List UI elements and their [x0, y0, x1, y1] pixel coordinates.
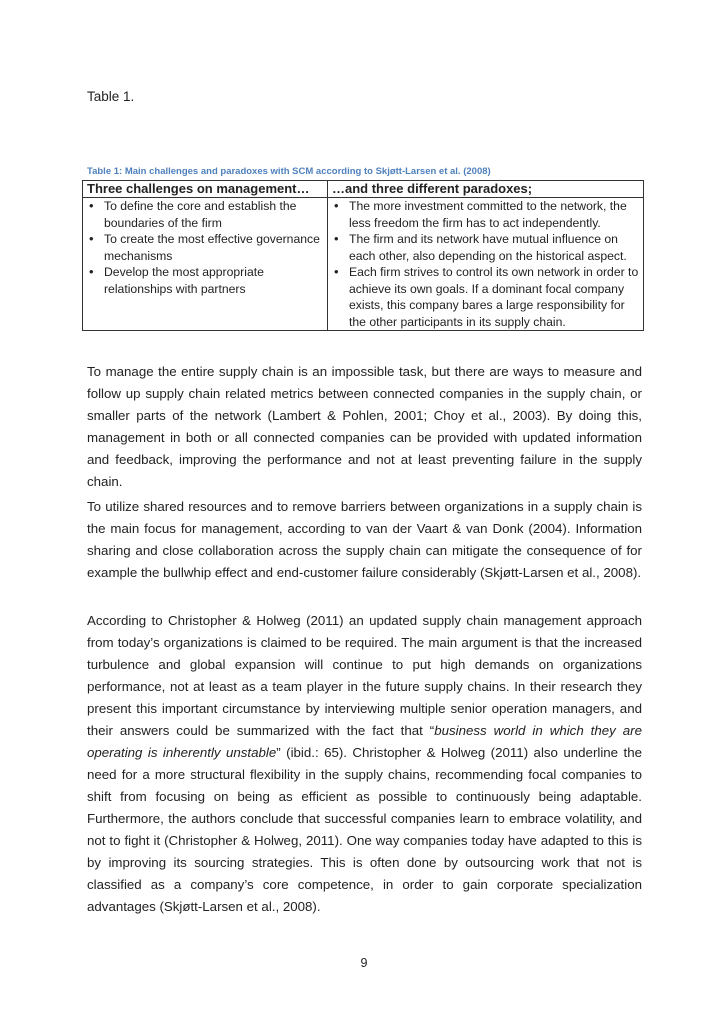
paragraph-3-quote: business world in which they are operating is inherently unstable — [87, 723, 642, 760]
page-number: 9 — [360, 956, 368, 970]
header-paradoxes: …and three different paradoxes; — [328, 181, 644, 198]
list-item: • Develop the most appropriate relationships with partners — [87, 264, 323, 297]
challenges-list — [87, 198, 323, 297]
list-item: • To define the core and establish the boundaries of the firm — [87, 198, 323, 231]
table-caption: Table 1: Main challenges and paradoxes with SCM according to Skjøtt-Larsen et al. (2008) — [87, 166, 491, 177]
challenges-cell — [83, 198, 328, 331]
paradoxes-list — [332, 198, 639, 330]
paradoxes-cell — [328, 198, 644, 331]
header-challenges: Three challenges on management… — [83, 181, 328, 198]
list-item: • The firm and its network have mutual influence on each other, also depending on the historical aspect. — [332, 231, 639, 264]
paragraph-3-text-end: ” (ibid.: 65). Christopher & Holweg (2011) also underline the need for a more structural flexibility in the supply chains, recommending focal companies to shift from focusing on being as efficient as possible to continuously being adaptable. Furthermore, the authors conclude that successful companies learn to embrace volatility, and not to fight it (Christopher & Holweg, 2011). One way companies today have adapted to this is by improving its sourcing strategies. This is often done by outsourcing work that not is classified as a company’s core competence, in order to gain corporate specialization advantages (Skjøtt-Larsen et al., 2008). — [87, 745, 642, 914]
paragraph-1: To manage the entire supply chain is an impossible task, but there are ways to measure and follow up supply chain related metrics between connected companies in the supply chain, or smaller parts of the network (Lambert & Pohlen, 2001; Choy et al., 2003). By doing this, management in both or all connected companies can be provided with updated information and feedback, improving the performance and not at least preventing failure in the supply chain. — [87, 364, 642, 489]
table-row — [83, 198, 644, 331]
table-header-row — [83, 181, 644, 198]
paragraph-3-text: According to Christopher & Holweg (2011) an updated supply chain management approach from today’s organizations is claimed to be required. The main argument is that the increased turbulence and global expansion will continue to put high demands on organizations performance, not at least as a team player in the future supply chains. In their research they present this important circumstance by interviewing multiple senior operation managers, and their answers could be summarized with the fact that “ — [87, 613, 642, 738]
paragraph-3 — [87, 610, 642, 918]
list-item: • To create the most effective governance mechanisms — [87, 231, 323, 264]
list-item: • Each firm strives to control its own network in order to achieve its own goals. If a dominant focal company exists, this company bares a large responsibility for the other participants in its supply chain. — [332, 264, 639, 330]
challenges-paradoxes-table — [82, 180, 644, 331]
list-item: • The more investment committed to the network, the less freedom the firm has to act independently. — [332, 198, 639, 231]
paragraph-2: To utilize shared resources and to remove barriers between organizations in a supply chain is the main focus for management, according to van der Vaart & van Donk (2004). Information sharing and close collaboration across the supply chain can mitigate the consequence of for example the bullwhip effect and end-customer failure considerably (Skjøtt-Larsen et al., 2008). — [87, 499, 642, 580]
page-heading: Table 1. — [87, 89, 135, 104]
